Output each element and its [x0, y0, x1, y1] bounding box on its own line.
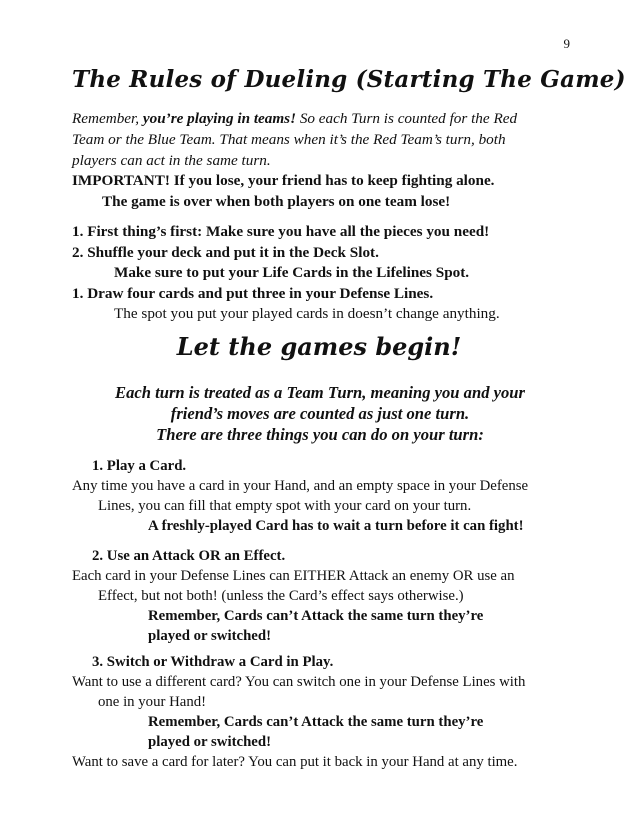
section-switch-withdraw — [72, 652, 572, 772]
section-attack-effect-note-2: played or switched! — [148, 628, 272, 644]
turn-intro-line-2: friend’s moves are counted as just one turn. — [170, 404, 470, 423]
section-switch-withdraw-note-2: played or switched! — [148, 734, 272, 750]
setup-step-2-note: Make sure to put your Life Cards in the Lifelines Spot. — [114, 264, 470, 281]
intro-emphasis: you’re playing in teams! — [142, 110, 297, 127]
section-attack-effect-heading: 2. Use an Attack OR an Effect. — [92, 548, 286, 564]
important-line-1: IMPORTANT! If you lose, your friend has to keep fighting alone. — [72, 172, 495, 189]
section-switch-withdraw-note-1: Remember, Cards can’t Attack the same turn they’re — [148, 714, 484, 730]
section-play-card-line-2: Lines, you can fill that empty spot with your card on your turn. — [98, 498, 472, 514]
intro-line-1 — [72, 108, 572, 129]
section-switch-withdraw-line-3: Want to save a card for later? You can put it back in your Hand at any time. — [72, 754, 518, 770]
turn-intro-line-3: There are three things you can do on your turn: — [156, 425, 484, 444]
page-number: 9 — [563, 36, 570, 51]
section-attack-effect — [72, 546, 572, 646]
section-play-card-heading: 1. Play a Card. — [92, 458, 187, 474]
important-line-2: The game is over when both players on one team lose! — [102, 193, 451, 210]
setup-step-1: 1. First thing’s first: Make sure you have all the pieces you need! — [72, 223, 490, 240]
section-heading: Let the games begin! — [176, 332, 462, 361]
section-play-card-line-1: Any time you have a card in your Hand, and an empty space in your Defense — [72, 478, 529, 494]
intro-paragraph — [72, 108, 572, 171]
setup-steps — [72, 222, 582, 325]
section-attack-effect-line-2: Effect, but not both! (unless the Card’s effect says otherwise.) — [98, 588, 464, 604]
important-note — [72, 170, 572, 212]
turn-intro — [60, 382, 580, 445]
section-play-card-note: A freshly-played Card has to wait a turn before it can fight! — [148, 518, 524, 534]
intro-rest: So each Turn is counted for the Red — [296, 110, 518, 127]
section-switch-withdraw-line-1: Want to use a different card? You can switch one in your Defense Lines with — [72, 674, 526, 690]
section-attack-effect-note-1: Remember, Cards can’t Attack the same turn they’re — [148, 608, 484, 624]
setup-step-2: 2. Shuffle your deck and put it in the Deck Slot. — [72, 243, 379, 261]
intro-line-3: players can act in the same turn. — [72, 152, 271, 169]
section-attack-effect-line-1: Each card in your Defense Lines can EITHER Attack an enemy OR use an — [72, 568, 515, 584]
section-switch-withdraw-heading: 3. Switch or Withdraw a Card in Play. — [92, 654, 334, 670]
intro-line-2: Team or the Blue Team. That means when it’s the Red Team’s turn, both — [72, 131, 506, 148]
intro-lead: Remember, — [72, 110, 143, 127]
turn-intro-line-1: Each turn is treated as a Team Turn, meaning you and your — [115, 383, 525, 402]
section-switch-withdraw-line-2: one in your Hand! — [98, 694, 207, 710]
setup-step-3: 1. Draw four cards and put three in your Defense Lines. — [72, 284, 434, 302]
page-title: The Rules of Dueling (Starting The Game) — [72, 66, 626, 93]
setup-step-3-note: The spot you put your played cards in doesn’t change anything. — [114, 305, 500, 322]
section-play-card — [72, 456, 572, 536]
